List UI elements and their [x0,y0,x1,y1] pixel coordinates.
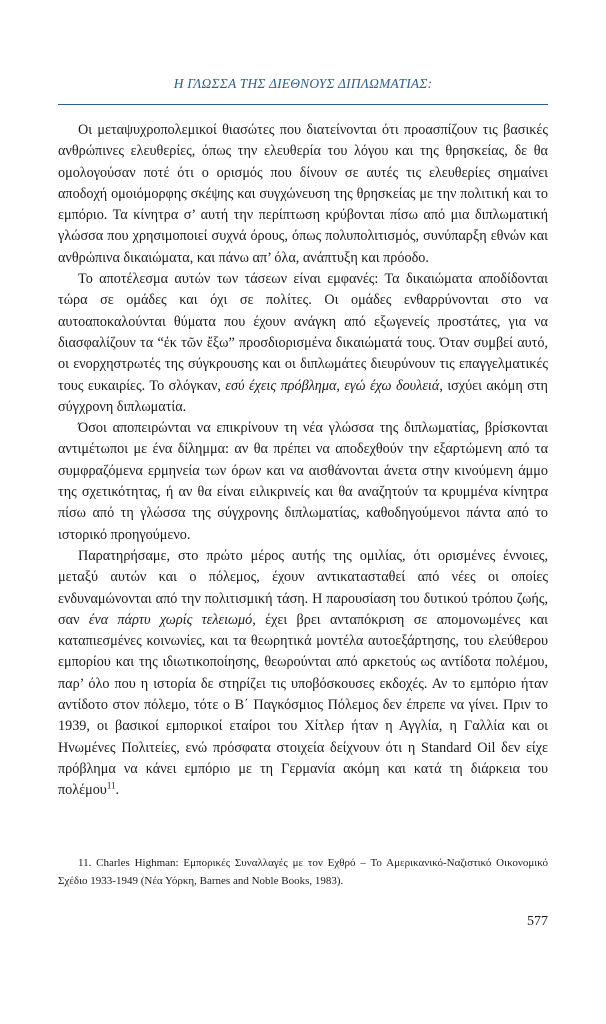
paragraph-4-italic: ένα πάρτυ χωρίς τελειωμό [88,611,253,628]
paragraph-3: Όσοι αποπειρώνται να επικρίνουν τη νέα γλώσσα της διπλωματίας, βρίσκονται αντιμέτωποι με ένα δίλημμα: αν θα πρέπει να αποδεχθούν την εξαρτώμενη από τα συμφραζόμενα ερμηνεία των όρων και να αισθάνονται άνετα στην κινούμενη άμμο της σχετικότητας, ή αν θα είναι ειλικρινείς και θα αναζητούν τα κρυμμένα κίνητρα πίσω από τη γλώσσα της σύγχρονης διπλωματίας, καθοδηγούμενοι πάντα από το ιστορικό προηγούμενο. [58,420,548,543]
paragraph-2-part-2: , ισχύει ακόμη στη σύγχρονη διπλωματία. [58,377,548,415]
running-head: Η ΓΛΩΣΣΑ ΤΗΣ ΔΙΕΘΝΟΥΣ ΔΙΠΛΩΜΑΤΙΑΣ: [173,76,433,91]
footnote-ref[interactable]: 11 [106,780,116,791]
paragraph-2-part-1: Το αποτέλεσμα αυτών των τάσεων είναι εμφανές: Τα δικαιώματα αποδίδονται τώρα σε ομάδες και όχι σε πολίτες. Οι ομάδες ενθαρρύνονται στο να αυτοαποκαλούνται θύματα που έχουν ανάγκη από εξωγενείς προστάτες, για να διασφαλίζουν τα “ἐκ τῶν ἔξω” προσδιορισμένα δικαιώματά τους. Όταν συμβεί αυτό, οι ενορχηστρωτές της σύγκρουσης και οι διπλωμάτες διευρύνουν τις επαγγελματικές τους ευκαιρίες. Το σλόγκαν, [58,271,548,394]
page-number: 577 [527,914,548,929]
body-text [58,120,548,802]
paragraph-2-italic: εσύ έχεις πρόβλημα, εγώ έχω δουλειά [225,377,440,394]
paragraph-2 [58,269,548,418]
paragraph-4-part-1: Παρατηρήσαμε, στο πρώτο μέρος αυτής της ομιλίας, ότι ορισμένες έννοιες, μεταξύ αυτών και ο πόλεμος, έχουν αντικατασταθεί από νέες οι οποίες ενδυναμώνονται από την πολιτισμική τάση. Η παρουσίαση του δυτικού τρόπου ζωής, σαν [58,547,548,628]
paragraph-4-part-2: , έχει βρει ανταπόκριση σε απομονωμένες και καταπιεσμένες κοινωνίες, και τα θεωρητικά μοντέλα αυτοεξάρτησης, του ελεύθερου εμπορίου και της ιδιωτικοποίησης, θεωρούνται από αρκετούς ως αντίδοτα πολέμου, παρ’ όλο που η ιστορία δε στηρίζει τις υποβόσκουσες εκδοχές. Αν το εμπόριο ήταν αντίδοτο στον πόλεμο, τότε ο Β΄ Παγκόσμιος Πόλεμος δεν έπρεπε να γίνει. Πριν το 1939, οι βασικοί εμπορικοί εταίροι του Χίτλερ ήταν η Αγγλία, η Γαλλία και οι Ηνωμένες Πολιτείες, ενώ πρόσφατα στοιχεία δείχνουν ότι η Standard Oil δεν είχε πρόβλημα να κάνει εμπόριο με τη Γερμανία ακόμη και κατά τη διάρκεια του πολέμου [58,611,548,799]
footnote: 11. Charles Highman: Εμπορικές Συναλλαγές με τον Εχθρό – Το Αμερικανικό-Ναζιστικό Οικονομικό Σχέδιο 1933-1949 (Νέα Υόρκη, Barnes and Noble Books, 1983). [58,857,548,887]
paragraph-4-end: . [115,782,120,799]
header-rule [58,104,548,105]
paragraph-4 [58,546,548,802]
paragraph-1: Οι μεταψυχροπολεμικοί θιασώτες που διατείνονται ότι προασπίζουν τις βασικές ανθρώπινες ελευθερίες, όπως την ελευθερία του λόγου και της θρησκείας, δε θα ομολογούσαν ποτέ ότι ο ορισμός που δίνουν σε αυτές τις ελευθερίες σημαίνει αποδοχή ομοιόμορφης σκέψης και συγχώνευση της θρησκείας με την πολιτική και το εμπόριο. Τα κίνητρα σ’ αυτή την περίπτωση κρύβονται πίσω από μια διπλωματική γλώσσα που χρησιμοποιεί συχνά όρους, όπως πολυπολιτισμός, συνύπαρξη εθνών και ανθρώπινα δικαιώματα, και πάνω απ’ όλα, ανάπτυξη και πρόοδο. [58,122,548,266]
